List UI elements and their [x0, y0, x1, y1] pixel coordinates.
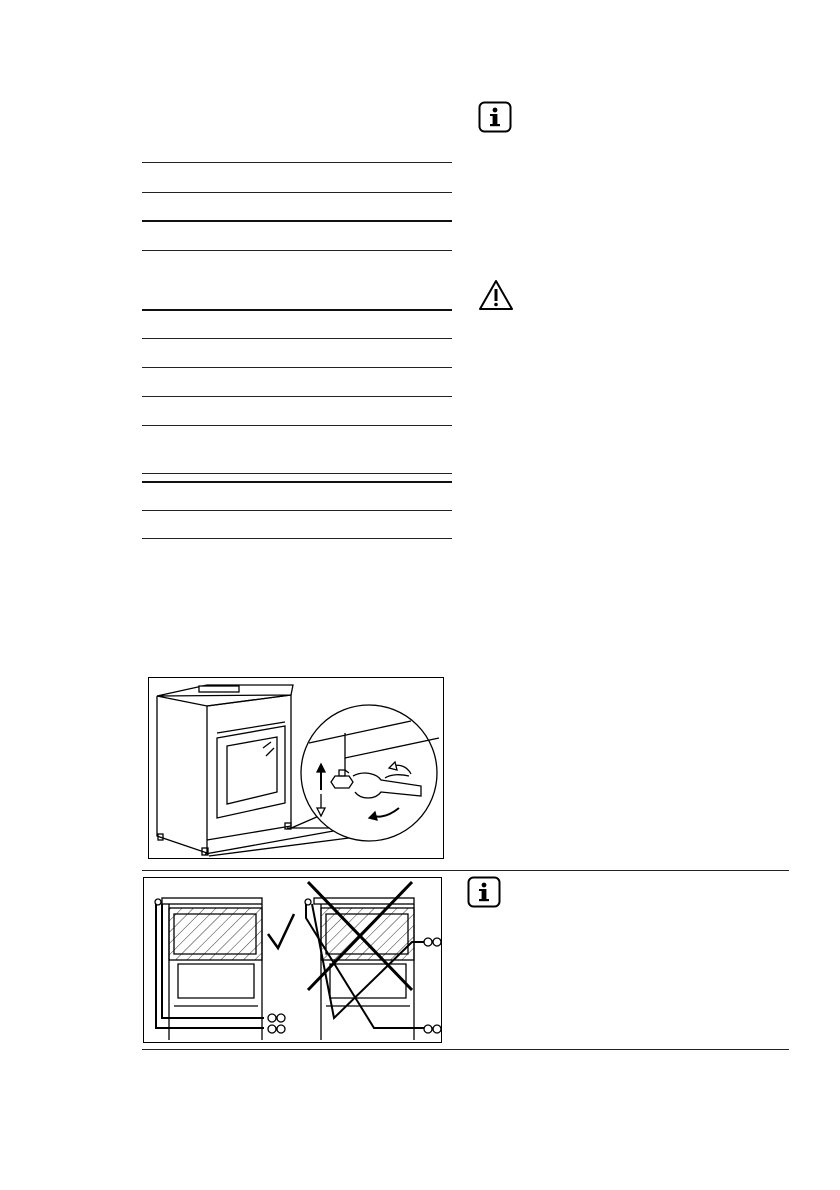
table-main-row-line — [142, 367, 452, 368]
table-top-row-line — [142, 220, 452, 222]
table-top-row-line — [142, 250, 452, 251]
table-main-row-line — [142, 510, 452, 511]
table-main-row-line — [142, 338, 452, 339]
info-icon — [478, 101, 512, 133]
table-main-row-line — [142, 309, 452, 311]
table-top-row-line — [142, 162, 452, 163]
gas-hose-figure — [143, 877, 442, 1043]
table-main-row-line — [142, 481, 452, 483]
section-divider — [142, 870, 789, 871]
leveling-figure — [148, 677, 444, 859]
table-main-row-line — [142, 473, 452, 474]
info-icon — [467, 876, 501, 908]
section-divider — [142, 1049, 789, 1050]
warning-icon — [478, 279, 514, 311]
table-main-row-line — [142, 538, 452, 539]
table-main-row-line — [142, 425, 452, 426]
table-top-row-line — [142, 192, 452, 193]
table-main-row-line — [142, 396, 452, 397]
